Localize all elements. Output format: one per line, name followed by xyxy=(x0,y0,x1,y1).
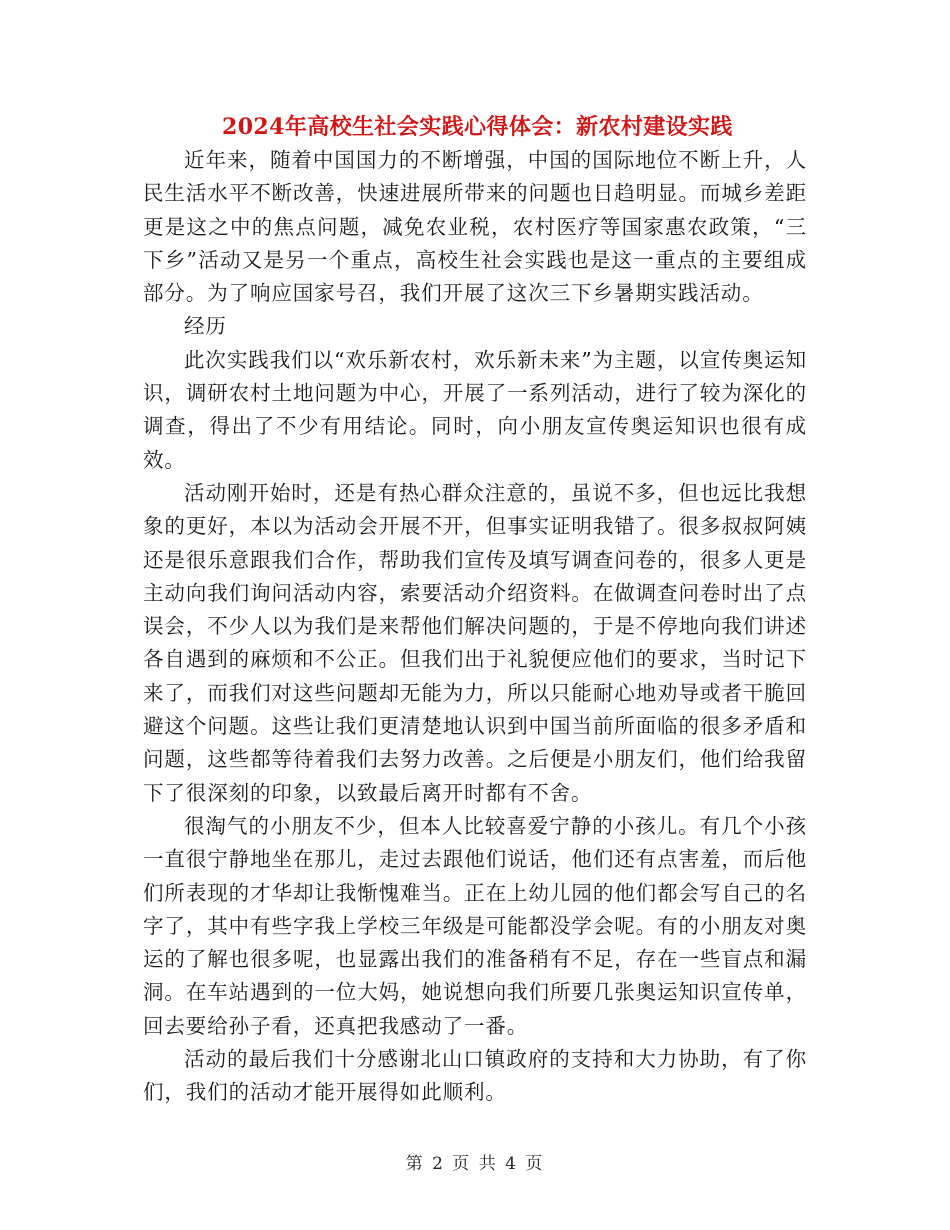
paragraph-activity-start: 活动刚开始时，还是有热心群众注意的，虽说不多，但也远比我想象的更好，本以为活动会开展不开，但事实证明我错了。很多叔叔阿姨还是很乐意跟我们合作，帮助我们宣传及填写调查问卷的，很多人更是主动向我们询问活动内容，索要活动介绍资料。在做调查问卷时出了点误会，不少人以为我们是来帮他们解决问题的，于是不停地向我们讲述各自遇到的麻烦和不公正。但我们出于礼貌便应他们的要求，当时记下来了，而我们对这些问题却无能为力，所以只能耐心地劝导或者干脆回避这个问题。这些让我们更清楚地认识到中国当前所面临的很多矛盾和问题，这些都等待着我们去努力改善。之后便是小朋友们，他们给我留下了很深刻的印象，以致最后离开时都有不舍。 xyxy=(143,480,807,805)
document-body xyxy=(143,144,807,1110)
paragraph-children: 很淘气的小朋友不少，但本人比较喜爱宁静的小孩儿。有几个小孩一直很宁静地坐在那儿，走过去跟他们说话，他们还有点害羞，而后他们所表现的才华却让我惭愧难当。正在上幼儿园的他们都会写自己的名字了，其中有些字我上学校三年级是可能都没学会呢。有的小朋友对奥运的了解也很多呢，也显露出我们的准备稍有不足，存在一些盲点和漏洞。在车站遇到的一位大妈，她说想向我们所要几张奥运知识宣传单，回去要给孙子看，还真把我感动了一番。 xyxy=(143,813,807,1038)
paragraph-intro: 近年来，随着中国国力的不断增强，中国的国际地位不断上升，人民生活水平不断改善，快速进展所带来的问题也日趋明显。而城乡差距更是这之中的焦点问题，减免农业税，农村医疗等国家惠农政策，“三下乡”活动又是另一个重点，高校生社会实践也是这一重点的主要组成部分。为了响应国家号召，我们开展了这次三下乡暑期实践活动。 xyxy=(143,148,807,306)
section-heading-experience: 经历 xyxy=(184,314,227,339)
paragraph-thanks: 活动的最后我们十分感谢北山口镇政府的支持和大力协助，有了你们，我们的活动才能开展得如此顺利。 xyxy=(143,1047,807,1105)
page-number-footer: 第 2 页 共 4 页 xyxy=(405,1154,545,1174)
paragraph-theme: 此次实践我们以“欢乐新农村，欢乐新未来”为主题，以宣传奥运知识，调研农村土地问题为中心，开展了一系列活动，进行了较为深化的调查，得出了不少有用结论。同时，向小朋友宣传奥运知识也很有成效。 xyxy=(143,347,807,472)
document-title: 2024年高校生社会实践心得体会：新农村建设实践 xyxy=(222,114,733,140)
